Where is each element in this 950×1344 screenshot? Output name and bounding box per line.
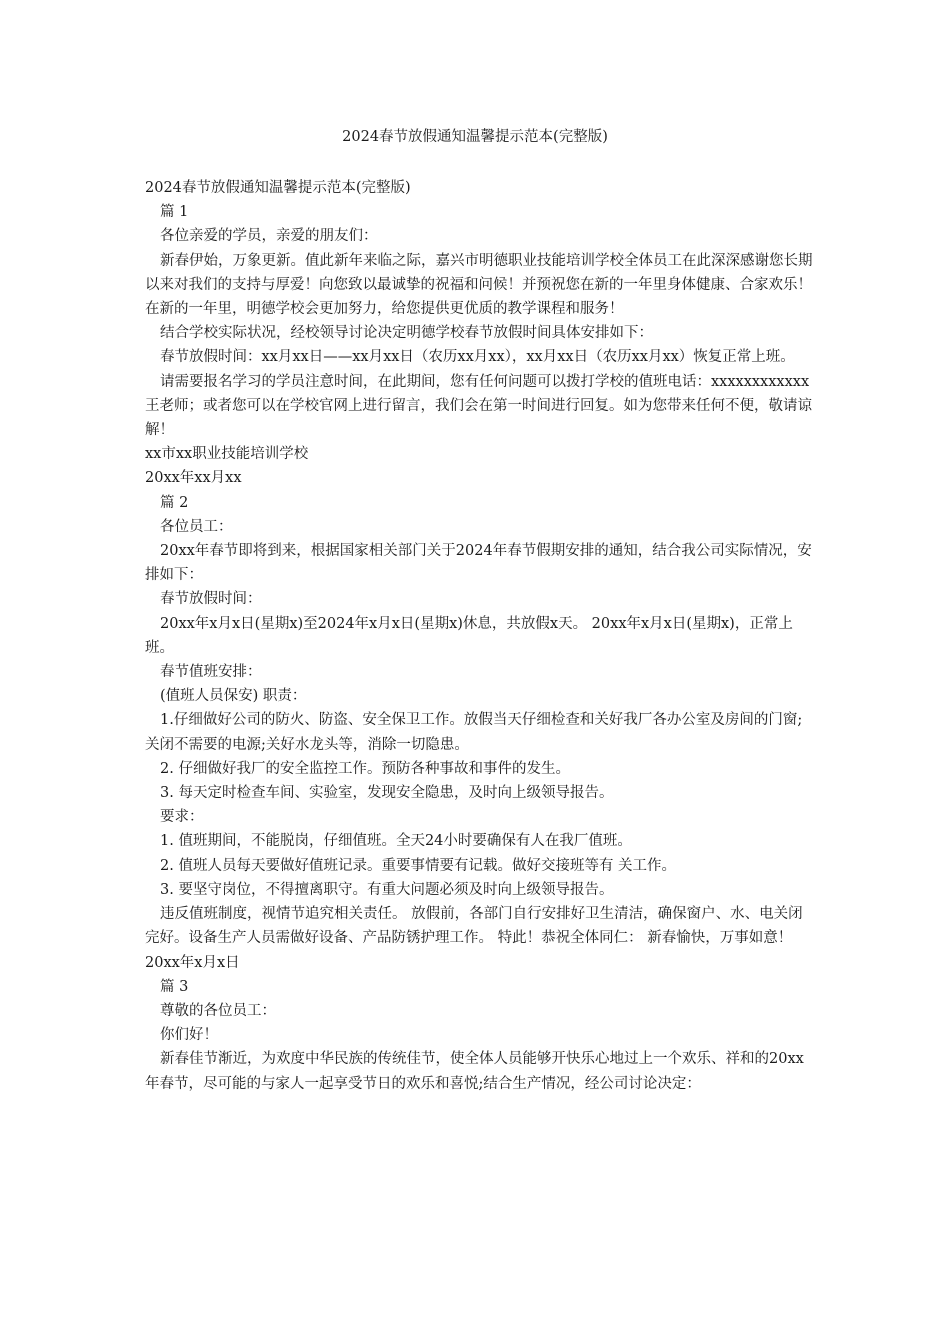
paragraph: 结合学校实际状况，经校领导讨论决定明德学校春节放假时间具体安排如下： [160,325,653,342]
paragraph: 你们好！ [160,1027,218,1044]
paragraph: 违反值班制度，视情节追究相关责任。 放假前，各部门自行安排好卫生清洁，确保窗户、水、电关闭完好。设备生产人员需做好设备、产品防锈护理工作。 特此！恭祝全体同仁： 新春愉快，万事如意！ [145,906,803,947]
paragraph: 篇 3 [160,978,189,995]
paragraph: 1. 值班期间，不能脱岗，仔细值班。全天24小时要确保有人在我厂值班。 [160,833,632,850]
paragraph: 1.仔细做好公司的防火、防盗、安全保卫工作。放假当天仔细检查和关好我厂各办公室及房间的门窗;关闭不需要的电源;关好水龙头等，消除一切隐患。 [145,712,803,753]
paragraph: 20xx年春节即将到来，根据国家相关部门关于2024年春节假期安排的通知，结合我公司实际情况，安排如下： [145,543,812,584]
paragraph: 20xx年xx月xx [145,470,242,487]
paragraph: 20xx年x月x日 [145,954,240,971]
paragraph: 尊敬的各位员工： [160,1002,276,1019]
paragraph: 要求： [160,809,204,826]
paragraph: 各位亲爱的学员，亲爱的朋友们： [160,228,378,245]
paragraph: 2. 值班人员每天要做好值班记录。重要事情要有记载。做好交接班等有 关工作。 [160,857,677,874]
paragraph: 春节值班安排： [160,664,262,681]
paragraph: 春节放假时间： [160,591,262,608]
document-body [145,176,815,1096]
paragraph: 请需要报名学习的学员注意时间，在此期间，您有任何问题可以拨打学校的值班电话：xxxxxxxxxxxx王老师；或者您可以在学校官网上进行留言，我们会在第一时间进行回复。如为您带来任何不便，敬请谅解！ [145,373,812,439]
paragraph: 各位员工： [160,518,233,535]
paragraph: (值班人员保安) 职责： [160,688,307,705]
paragraph: 新春伊始，万象更新。值此新年来临之际，嘉兴市明德职业技能培训学校全体员工在此深深感谢您长期以来对我们的支持与厚爱！向您致以最诚挚的祝福和问候！并预祝您在新的一年里身体健康、合家欢乐！在新的一年里，明德学校会更加努力，给您提供更优质的教学课程和服务！ [145,252,813,318]
paragraph: 3. 每天定时检查车间、实验室，发现安全隐患，及时向上级领导报告。 [160,785,614,802]
document-title: 2024春节放假通知温馨提示范本(完整版) [342,129,608,145]
paragraph: 3. 要坚守岗位，不得擅离职守。有重大问题必须及时向上级领导报告。 [160,881,614,898]
paragraph: 2024春节放假通知温馨提示范本(完整版) [145,180,411,196]
paragraph: 春节放假时间：xx月xx日——xx月xx日（农历xx月xx），xx月xx日（农历xx月xx）恢复正常上班。 [160,349,795,366]
paragraph: xx市xx职业技能培训学校 [145,446,309,463]
paragraph: 篇 2 [160,494,189,511]
paragraph: 篇 1 [160,204,189,221]
paragraph: 新春佳节渐近，为欢度中华民族的传统佳节，使全体人员能够开快乐心地过上一个欢乐、祥和的20xx年春节，尽可能的与家人一起享受节日的欢乐和喜悦;结合生产情况，经公司讨论决定： [145,1051,804,1092]
paragraph: 2. 仔细做好我厂的安全监控工作。预防各种事故和事件的发生。 [160,760,570,777]
paragraph: 20xx年x月x日(星期x)至2024年x月x日(星期x)休息，共放假x天。 20xx年x月x日(星期x)，正常上班。 [145,615,793,656]
